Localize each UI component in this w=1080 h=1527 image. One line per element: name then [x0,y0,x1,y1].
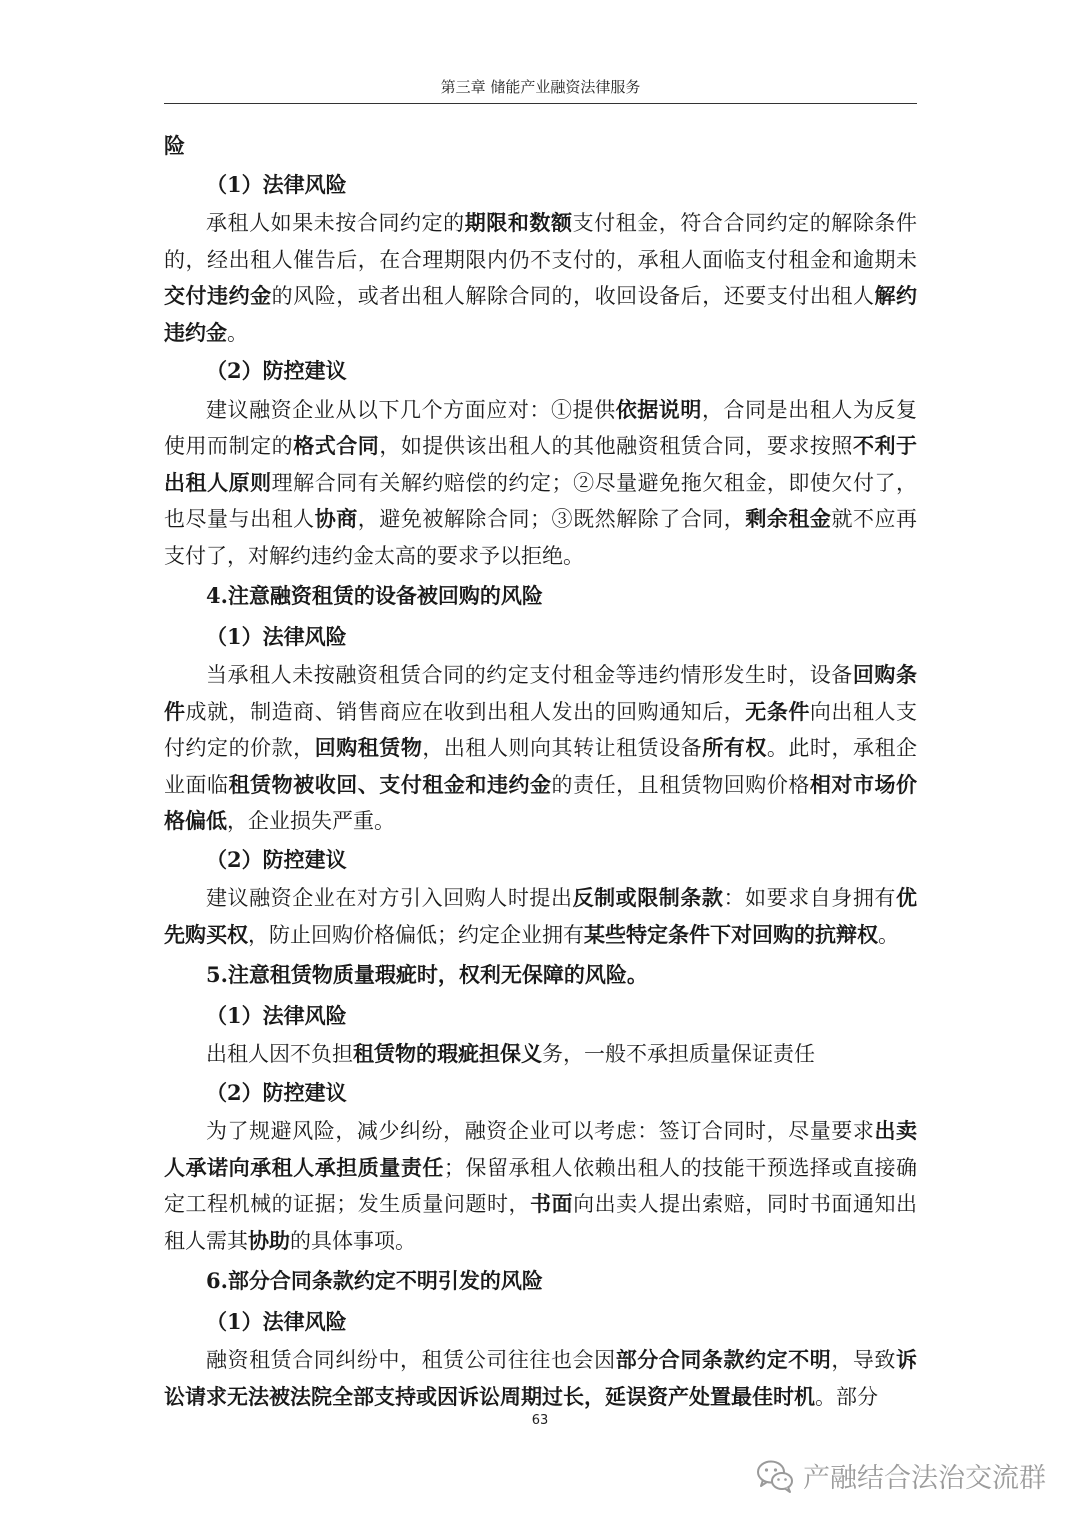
bold-text: 回购条件 [164,662,917,724]
bold-text: 书面 [530,1191,574,1216]
bold-text: 不利于出租人原则 [164,433,918,495]
bold-text: 优先购买权 [164,885,917,947]
watermark-text: 产融结合法治交流群 [803,1463,1046,1494]
text: ，导致 [831,1348,896,1372]
bold-text: 所有权 [702,735,767,760]
wechat-icon [755,1458,795,1494]
bold-text: 险 [164,133,185,158]
paragraph [164,1036,917,1073]
bold-text: 部分合同条款约定不明 [615,1347,832,1372]
paragraph [164,392,917,575]
page-number: 63 [531,1413,549,1428]
bold-text: （1）法律风险 [206,1308,347,1334]
header-divider [164,103,917,104]
paragraph [164,880,917,953]
text: 向出租人支付约定的价款， [164,699,918,760]
bold-text: 出卖人承诺向承租人承担质量责任 [164,1118,917,1180]
text: ：如要求自身拥有 [723,886,896,910]
text: 当承租人未按融资租赁合同的约定支付租金等违约情形发生时，设备 [206,663,853,687]
paragraph [164,657,917,840]
text: 。部分 [815,1384,878,1409]
paragraph [164,205,917,351]
text: ；保留承租人依赖出租人的技能干预选择或直接确定工程机械的证据；发生质量问题时， [164,1155,918,1216]
bold-text: 诉讼请求无法被法院全部支持或因诉讼周期过长，延误资产处置最佳时机 [164,1347,917,1409]
text: ，合同是出租人为反复使用而制定的 [164,397,917,458]
text: 。此时，承租企业面临 [164,736,918,797]
text: 为了规避风险，减少纠纷，融资企业可以考虑：签订合同时，尽量要求 [206,1119,875,1143]
text: 。 [227,320,248,345]
bold-text: 期限和数额 [464,210,573,235]
section-heading [164,842,917,879]
text: 建议融资企业从以下几个方面应对：①提供 [206,397,616,422]
section-heading [164,167,917,204]
text: 成就，制造商、销售商应在收到出租人发出的回购通知后， [185,699,746,724]
bold-text: （1）法律风险 [206,623,347,649]
bold-text: 某些特定条件下对回购的抗辩权 [584,921,878,947]
bold-text: 反制或限制条款 [572,885,724,910]
bold-text: 4.注意融资租赁的设备被回购的风险 [206,583,543,608]
bold-text: 无条件 [745,698,810,724]
text: 的具体事项。 [290,1228,416,1253]
bold-text: 协助 [248,1227,290,1253]
paragraph [164,1113,917,1259]
section-heading [164,1075,917,1112]
section-heading [164,1304,917,1341]
page-header: 第三章 储能产业融资法律服务 [440,78,641,96]
text: 理解合同有关解约赔偿的约定；②尽量避免拖欠租金，即使欠付了，也尽量与出租人 [164,470,918,531]
section-heading [164,619,917,656]
bold-text: 依据说明 [615,396,702,422]
bold-text: 交付违约金 [164,283,272,308]
bold-text: （2）防控建议 [206,846,347,872]
section-heading [164,578,917,615]
watermark [755,1456,1046,1495]
text: 支付租金，符合合同约定的解除条件的，经出租人催告后，在合理期限内仍不支付的，承租人面临支付租金和逾期未 [164,211,917,272]
text: ，防止回购价格偏低；约定企业拥有 [248,922,584,947]
text: ，出租人则向其转让租赁设备 [422,736,703,760]
text: 承租人如果未按合同约定的 [206,211,465,235]
text: 建议融资企业在对方引入回购人时提出 [206,886,573,910]
bold-text: 6.部分合同条款约定不明引发的风险 [206,1268,543,1293]
paragraph-continuation [164,128,917,165]
text: 的责任，且租赁物回购价格 [551,772,810,797]
paragraph [164,1342,917,1415]
text: 的风险，或者出租人解除合同的，收回设备后，还要支付出租人 [271,284,875,308]
document-body [164,128,917,1415]
text: 向出卖人提出索赔，同时书面通知出租人需其 [164,1192,918,1253]
section-heading [164,998,917,1035]
section-heading [164,1263,917,1300]
bold-text: 格式合同 [293,433,380,458]
bold-text: 协商 [314,506,358,531]
bold-text: 5.注意租赁物质量瑕疵时，权利无保障的风险。 [206,962,648,987]
text: ，企业损失严重。 [227,809,395,833]
text: 。 [878,922,899,947]
text: 融资租赁合同纠纷中，租赁公司往往也会因 [206,1348,616,1372]
bold-text: （2）防控建议 [206,1079,347,1105]
text: 务，一般不承担质量保证责任 [542,1042,815,1066]
bold-text: （1）法律风险 [206,1002,347,1028]
text: ，如提供该出租人的其他融资租赁合同，要求按照 [379,434,853,458]
section-heading [164,957,917,994]
section-heading [164,353,917,390]
bold-text: （2）防控建议 [206,358,347,383]
bold-text: 剩余租金 [745,506,832,531]
bold-text: 相对市场价格偏低 [164,771,918,833]
bold-text: 租赁物被收回、支付租金和违约金 [228,771,552,797]
text: 就不应再支付了，对解约违约金太高的要求予以拒绝。 [164,507,918,568]
bold-text: 解约违约金 [164,283,918,345]
bold-text: （1）法律风险 [206,171,347,197]
bold-text: 回购租赁物 [314,735,423,760]
text: 出租人因不负担 [206,1042,353,1066]
text: ，避免被解除合同；③既然解除了合同， [357,507,746,531]
bold-text: 租赁物的瑕疵担保义 [353,1041,542,1066]
